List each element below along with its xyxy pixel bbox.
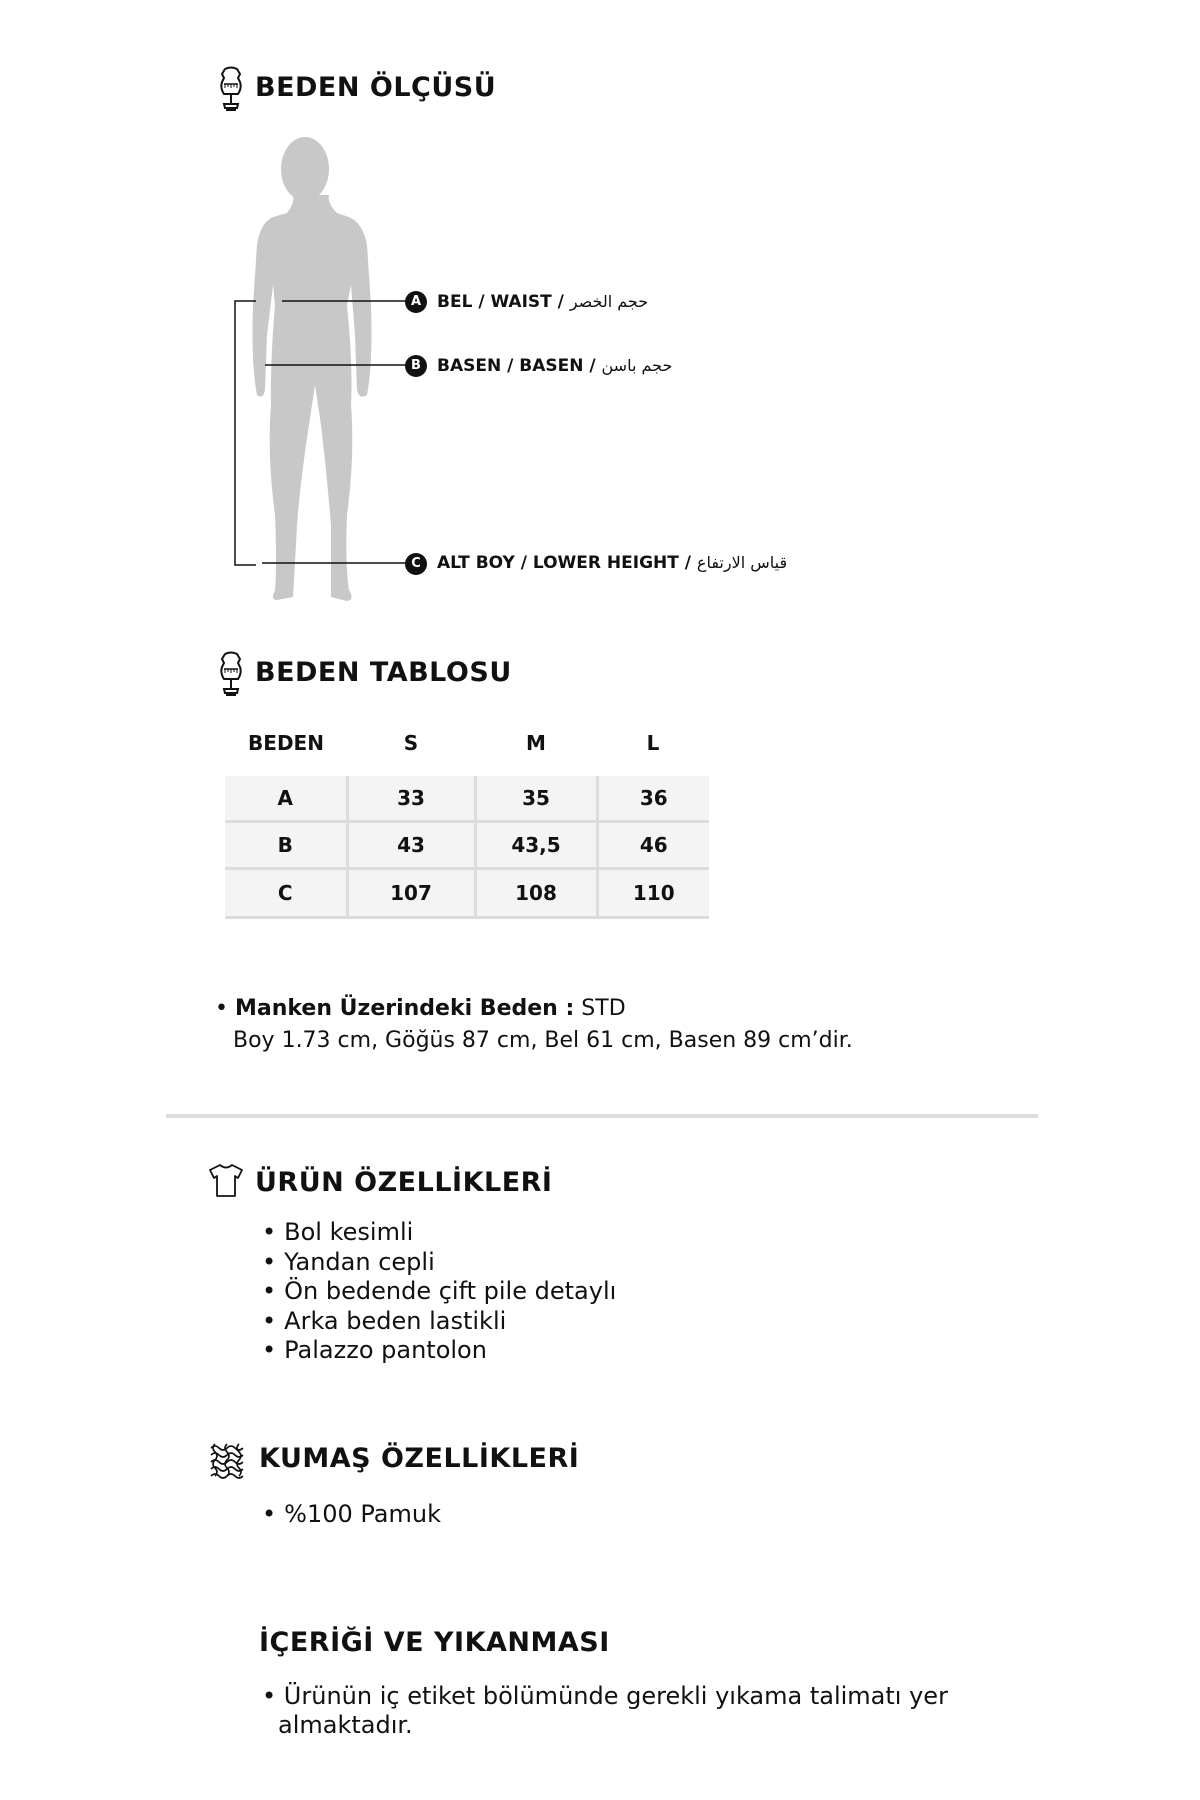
table-cell: 108 <box>475 869 597 918</box>
table-cell: A <box>225 776 347 822</box>
model-info-value: STD <box>574 996 626 1021</box>
table-row <box>225 776 709 822</box>
measure-label-hip-arabic: حجم باسن <box>601 356 673 375</box>
list-item: • Ön bedende çift pile detaylı <box>262 1277 616 1307</box>
model-info-label: Manken Üzerindeki Beden : <box>234 996 575 1021</box>
care-title: İÇERİĞİ VE YIKANMASI <box>259 1627 610 1658</box>
table-cell: 46 <box>597 822 709 869</box>
table-cell: 36 <box>597 776 709 822</box>
table-cell: 33 <box>347 776 475 822</box>
list-item: • Yandan cepli <box>262 1248 616 1278</box>
list-item: • Palazzo pantolon <box>262 1336 616 1366</box>
measure-label-lower-height-arabic: قياس الارتفاع <box>696 553 788 572</box>
section-divider <box>166 1114 1038 1118</box>
list-item: • %100 Pamuk <box>262 1500 441 1530</box>
measure-label-lower-height-text: ALT BOY / LOWER HEIGHT / <box>437 553 691 573</box>
fabric-features-title: KUMAŞ ÖZELLİKLERİ <box>259 1443 580 1474</box>
model-info-line1: • Manken Üzerindeki Beden : STD <box>215 996 626 1021</box>
model-info-details: Boy 1.73 cm, Göğüs 87 cm, Bel 61 cm, Basen 89 cm’dir. <box>233 1028 853 1053</box>
table-cell: 43 <box>347 822 475 869</box>
badge-c: C <box>405 553 427 575</box>
fabric-icon <box>209 1442 247 1484</box>
table-cell: 35 <box>475 776 597 822</box>
table-cell: 43,5 <box>475 822 597 869</box>
measure-section-title: BEDEN ÖLÇÜSÜ <box>255 72 497 103</box>
table-row <box>225 822 709 869</box>
measure-label-waist-text: BEL / WAIST / <box>437 292 564 312</box>
list-item: • Arka beden lastikli <box>262 1307 616 1337</box>
badge-a: A <box>405 291 427 313</box>
header-m: M <box>526 731 546 755</box>
table-cell: 107 <box>347 869 475 918</box>
table-cell: B <box>225 822 347 869</box>
product-features-list <box>262 1218 616 1366</box>
size-table <box>225 722 709 919</box>
mannequin-icon <box>216 651 246 703</box>
size-table-header-row <box>225 722 709 764</box>
header-size: BEDEN <box>248 731 324 755</box>
table-cell: C <box>225 869 347 918</box>
measure-label-waist-arabic: حجم الخصر <box>569 292 649 311</box>
badge-b: B <box>405 355 427 377</box>
measure-label-lower-height <box>437 553 787 573</box>
product-features-title: ÜRÜN ÖZELLİKLERİ <box>255 1167 553 1198</box>
table-cell: 110 <box>597 869 709 918</box>
tshirt-icon <box>208 1162 244 1202</box>
table-row <box>225 869 709 918</box>
model-info <box>215 993 853 1057</box>
size-table-title: BEDEN TABLOSU <box>255 657 512 688</box>
list-item: • Bol kesimli <box>262 1218 616 1248</box>
measure-label-hip <box>437 356 672 376</box>
care-line2: almaktadır. <box>278 1711 413 1739</box>
header-l: L <box>646 731 660 755</box>
header-s: S <box>403 731 419 755</box>
care-text <box>262 1682 948 1740</box>
fabric-features-list <box>262 1500 441 1530</box>
measure-label-waist <box>437 292 648 312</box>
measure-label-hip-text: BASEN / BASEN / <box>437 356 596 376</box>
care-line1: • Ürünün iç etiket bölümünde gerekli yıkama talimatı yer <box>262 1682 948 1710</box>
